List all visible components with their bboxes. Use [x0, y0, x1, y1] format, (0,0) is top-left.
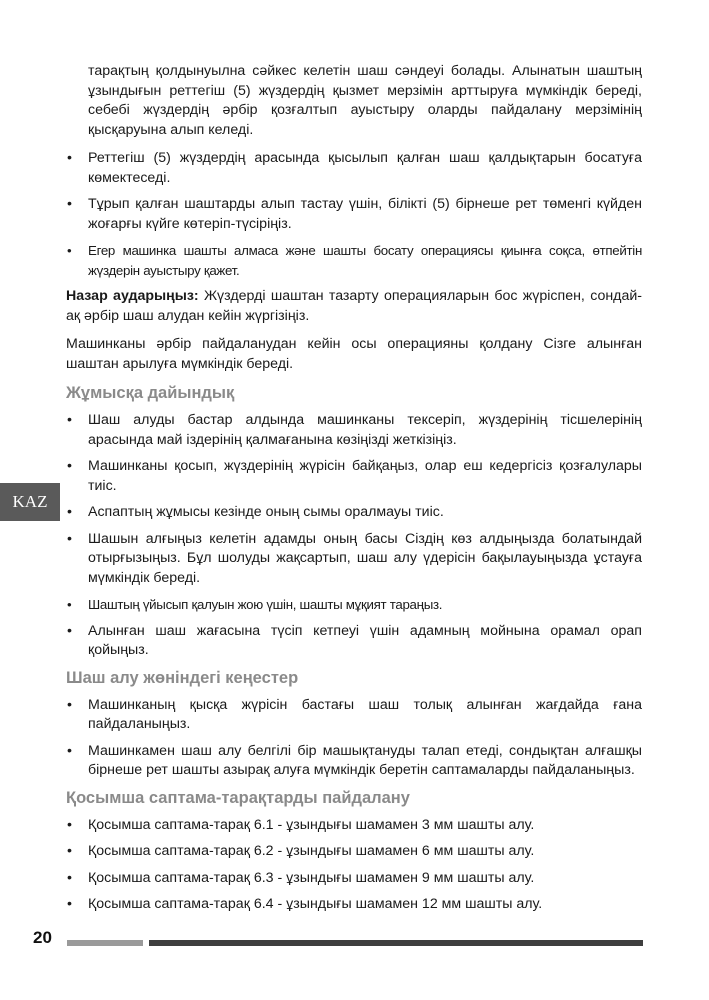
- note-label: Назар аударыңыз:: [66, 288, 199, 304]
- blade-cleaning-list: [66, 149, 642, 280]
- page-content: [66, 62, 642, 922]
- list-item: • Қосымша саптама-тарақ 6.3 - ұзындығы шамамен 9 мм шашты алу.: [66, 869, 642, 889]
- list-item: • Қосымша саптама-тарақ 6.2 - ұзындығы шамамен 6 мм шашты алу.: [66, 842, 642, 862]
- attachments-list: [66, 816, 642, 915]
- list-item: • Машинкамен шаш алу белгілі бір машықтануды талап етеді, сондықтан алғашқы бірнеше рет шашты азырақ алуға мүмкіндік беретін саптамаларды пайдаланыңыз.: [66, 742, 642, 781]
- page-number: 20: [33, 928, 52, 947]
- heading-attachments: Қосымша саптама-тарақтарды пайдалану: [66, 788, 410, 807]
- list-item: • Алынған шаш жағасына түсіп кетпеуі үшін адамның мойнына орамал орап қойыңыз.: [66, 622, 642, 661]
- heading-preparation: Жұмысқа дайындық: [66, 384, 235, 402]
- list-item: • Қосымша саптама-тарақ 6.1 - ұзындығы шамамен 3 мм шашты алу.: [66, 816, 642, 836]
- preparation-list: [66, 411, 642, 661]
- footer-bar-dark: [149, 940, 643, 946]
- list-item: • Егер машинка шашты алмаса және шашты босату операциясы қиынға соқса, өтпейтін жүздерін ауыстыру қажет.: [66, 241, 642, 280]
- list-item: • Шашын алғыңыз келетін адамды оның басы Сіздің көз алдыңызда болатындай отырғызыңыз. Бұл шолуды жақсартып, шаш алу үдерісін бақылауыңызда ұстауға мүмкіндік береді.: [66, 530, 642, 589]
- list-item: • Тұрып қалған шаштарды алып тастау үшін, білікті (5) бірнеше рет төменгі күйден жоғарғы күйге көтеріп-түсіріңіз.: [66, 195, 642, 234]
- heading-tips: Шаш алу жөніндегі кеңестер: [66, 668, 299, 687]
- list-item: • Машинканы қосып, жүздерінің жүрісін байқаңыз, олар еш кедергісіз қозғалулары тиіс.: [66, 457, 642, 496]
- note-paragraph-2: Машинканы әрбір пайдаланудан кейін осы операцияны қолдану Сізге алынған шаштан арылуға мүмкіндік береді.: [66, 336, 642, 372]
- list-item: • Машинканың қысқа жүрісін бастағы шаш толық алынған жағдайда ғана пайдаланыңыз.: [66, 696, 642, 735]
- intro-paragraph: тарақтың қолдынуылна сәйкес келетін шаш сәндеуі болады. Алынатын шаштың ұзындығын реттегіш (5) жүздердің қызмет мерзімін арттыруға мүмкіндік береді, себебі жүздердің әрбір қозғалтып ауыстыру оларды пайдалану мерзімінің қысқаруына алып келеді.: [88, 63, 642, 138]
- tips-list: [66, 696, 642, 781]
- list-item: • Аспаптың жұмысы кезінде оның сымы оралмауы тиіс.: [66, 503, 642, 523]
- list-item: • Шаш алуды бастар алдында машинканы тексеріп, жүздерінің тісшелерінің арасында май іздерінің қалмағанына көзіңізді жеткізіңіз.: [66, 411, 642, 450]
- footer-bar-light: [67, 940, 143, 946]
- list-item: • Шаштың үйысып қалуын жою үшін, шашты мұқият тараңыз.: [66, 595, 642, 615]
- note-paragraph: [66, 287, 642, 326]
- list-item: • Қосымша саптама-тарақ 6.4 - ұзындығы шамамен 12 мм шашты алу.: [66, 895, 642, 915]
- language-tab: KAZ: [0, 483, 60, 521]
- list-item: • Реттегіш (5) жүздердің арасында қысылып қалған шаш қалдықтарын босатуға көмектеседі.: [66, 149, 642, 188]
- note-text: Жүздерді шаштан тазарту операцияларын бос жүріспен, сондай-ақ әрбір шаш алудан кейін жүргізіңіз.: [66, 288, 642, 324]
